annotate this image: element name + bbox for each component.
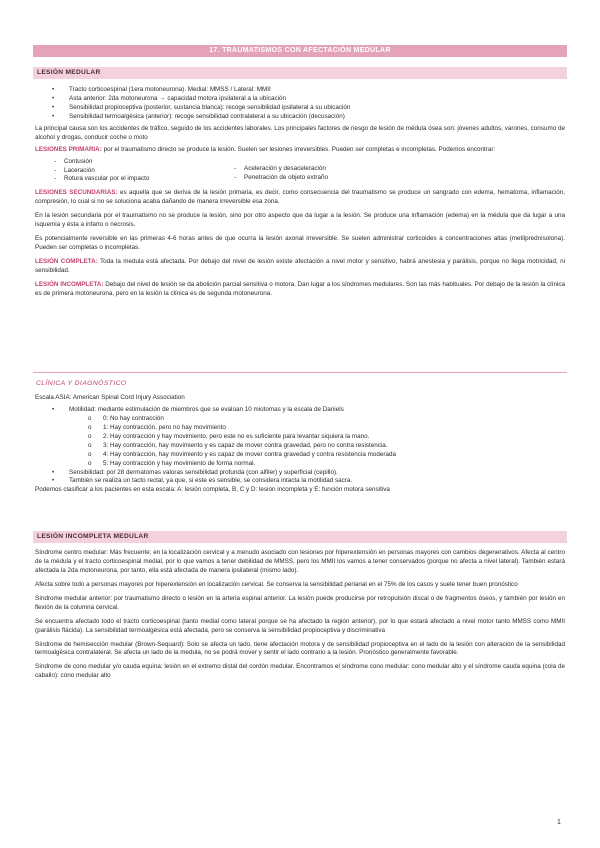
list-item: o 3: Hay contracción, hay movimiento y es capaz de mover contra gravedad, pero no contra resistencia. — [35, 442, 565, 451]
anatomy-bullet-list — [35, 86, 565, 122]
lesion-incompleta-label: LESIÓN INCOMPLETA: — [35, 280, 104, 288]
secundaria-paragraph-3: Es potencialmente reversible en las primeras 4-6 horas antes de que ocurra la lesión axonal irreversible. Se suelen administrar corticoides a concentraciones altas (metilprednisolona). Pueden ser completas o incompletas. — [35, 235, 565, 252]
lesion-completa-label: LESIÓN COMPLETA: — [35, 258, 98, 265]
list-item: • Sensibilidad: por 28 dermatomas valoras sensibilidad profunda (con alfiler) y superficial (cepillo). — [35, 469, 565, 478]
list-item: - Penetración de objeto extraño — [215, 174, 475, 183]
medular-anterior-paragraph-2: Se encuentra afectado todo el tracto corticoespinal (tanto medial como lateral porque se ha afectado la región anterior), por lo que estará afectado a nivel motor tanto MMSS como MMII (parálisis flácida). La sensibilidad termoalgésica está afectada, pero se conserva la sensibilidad propioceptiva y discriminativa — [35, 617, 565, 634]
lesion-incompleta-paragraph — [35, 281, 565, 299]
escala-asia-text: Escala ASIA: American Spinal Cord Injury Association — [35, 394, 185, 401]
document-title: 17. TRAUMATISMOS CON AFECTACIÓN MEDULAR — [33, 45, 567, 57]
list-item: o 2: Hay contracción y hay movimiento, pero este no es suficiente para levantar siquiera la mano. — [35, 433, 565, 442]
lesiones-secundarias-label: LESIONES SECUNDARIAS: — [35, 189, 118, 197]
list-item: - Contusión — [35, 158, 215, 167]
list-item: • Sensibilidad termoalgésica (anterior): recoge sensibilidad contralateral a su ubicación (decusación) — [35, 113, 565, 122]
list-item: - Laceración — [35, 167, 215, 176]
section-heading-clinica: CLÍNICA Y DIAGNÓSTICO — [36, 380, 127, 387]
list-item: • Tracto corticoespinal (1era motoneurona). Medial: MMSS / Lateral: MMII — [35, 86, 565, 95]
primaria-causes-list — [35, 158, 565, 185]
lesiones-primaria-text: por el traumatismo directo se produce la lesión. Suelen ser lesiones irreversibles. Pueden ser completas e incompletas. Podemos encontrar: — [101, 145, 496, 153]
primaria-causes-left — [35, 158, 215, 185]
list-item: o 0: No hay contracción — [35, 415, 565, 424]
section-lesion-incompleta — [35, 549, 565, 681]
clinica-bullet-list-2 — [35, 469, 565, 487]
list-item: • Asta anterior: 2da motoneurona → capacidad motora ipsilateral a la ubicación — [35, 95, 565, 104]
clasificar-text: Podemos clasificar a los pacientes en esta escala: A: lesión completa, B, C y D: lesión incompleta y E: función motora sensitiva — [35, 486, 390, 494]
list-item: o 4: Hay contracción, hay movimiento y es capaz de mover contra gravedad y contra resistencia moderada — [35, 451, 565, 460]
clinica-bullet-list — [35, 406, 565, 415]
medular-anterior-paragraph: Síndrome medular anterior: por traumatismo directo o lesión en la arteria espinal anterior. La lesión puede producirse por retropulsión discal o de fragmentos óseos, y también por lesión en flexión de la columna cervical. — [35, 594, 565, 611]
hemiseccion-paragraph: Síndrome de hemisección medular (Brown-Sequard): Solo se afecta un lado, tiene afectación motora y de sensibilidad propioceptiva en el lado de la lesión con alteración de la sensibilidad termoalgésica contralateral. Se afecta un lado de la medula, no se podrá mover y sentir el lado contrario a la lesión. Pronóstico generalmente favorable. — [35, 640, 565, 657]
lesiones-primaria-paragraph — [35, 146, 565, 155]
section-lesion-medular — [35, 86, 565, 299]
section-heading-lesion-incompleta: LESIÓN INCOMPLETA MEDULAR — [33, 531, 567, 543]
secundaria-paragraph-2: En la lesión secundaria por el traumatismo no se produce la lesión, sino por otro aspecto que da lugar a la lesión. Se produce una inflamación (edema) en la médula que da lugar a una isquemia y ésta a infarto o necrosis. — [35, 212, 565, 229]
lesion-incompleta-text: Debajo del nivel de lesión se da abolición parcial sensitiva o motora. Dan lugar a los síndromes medulares. Son las más habituales. Por debajo de la lesión la clínica es de primera motoneurona, pero en la lesión la clínica es de segunda motoneurona. — [35, 280, 565, 297]
list-item — [35, 406, 565, 415]
list-item: - Rotura vascular por el impacto — [35, 175, 215, 184]
motilidad-text: Motilidad: mediante estimulación de miembros que se evalúan 10 miotomas y la escala de Daniels — [69, 405, 344, 413]
list-item: o 1: Hay contracción, pero no hay movimiento — [35, 424, 565, 433]
list-item: • Sensibilidad propioceptiva (posterior, sustancia blanca): recoge sensibilidad ipsilateral a su ubicación — [35, 104, 565, 113]
list-item: - Aceleración y desaceleración — [215, 165, 475, 174]
list-item: o 5: Hay contracción y hay movimiento de forma normal. — [35, 460, 565, 469]
lesiones-primaria-label: LESIONES PRIMARIA: — [35, 145, 102, 153]
page-number: 1 — [557, 819, 561, 826]
section-divider — [33, 372, 567, 373]
section-clinica — [35, 394, 565, 495]
lesiones-secundarias-text: es aquella que se deriva de la lesión primaria, es decir, como consecuencia del traumatismo se produce un sangrado con edema, hematoma, inflamación, compresión, lo cual si no se soluciona acaba dañando de manera irreversible esa zona. — [35, 189, 565, 206]
cono-medular-paragraph: Síndrome de cono medular y/o cauda equina: lesión en el extremo distal del cordón medular. Encontramos el síndrome cono medular: cono medular alto y el síndrome cauda equina (cola de caballo): cono medular alto — [35, 663, 565, 680]
intro-paragraph: La principal causa son los accidentes de tráfico, seguido de los accidentes laborales. Los principales factores de riesgo de lesión de médula ósea son: jóvenes adultos, varones, consumo de alcohol y drogas, conducir coche o moto — [35, 124, 565, 141]
lesion-completa-text: Toda la medula está afectada. Por debajo del nivel de lesión existe afectación a nivel motor y sensitivo, habrá anestesia y parálisis, porque no llega motricidad, ni sensibilidad. — [35, 258, 565, 274]
daniels-scale-list — [35, 415, 565, 469]
lesion-completa-paragraph — [35, 258, 565, 276]
centro-medular-paragraph-2: Afecta sobre todo a personas mayores por hiperextensión en localización cervical. Se conserva la sensibilidad perianal en el 75% de los casos y suele tener buen pronóstico — [35, 580, 518, 588]
primaria-causes-right — [215, 158, 475, 185]
list-item: • También se realiza un tacto rectal, ya que, si este es sensible, se considera intacta la motilidad sacra. — [35, 477, 565, 486]
lesiones-secundarias-paragraph — [35, 189, 565, 207]
section-heading-lesion-medular: LESIÓN MEDULAR — [33, 67, 567, 79]
centro-medular-paragraph: Síndrome centro medular: Más frecuente; en la localización cervical y a menudo asociado con lesiones por hiperextensión en personas mayores con cambios degenerativos. Afecta al centro de la médula y el tracto corticoespinal medial, por lo que vamos a tener debilidad de MMSS, pero los MMII los vamos a tener conservados (porque no afecta a nivel lateral). También estará afectada la 2da motoneurona, por tanto, ella está afectada de manera ipsilateral (mismo lado). — [35, 549, 565, 574]
